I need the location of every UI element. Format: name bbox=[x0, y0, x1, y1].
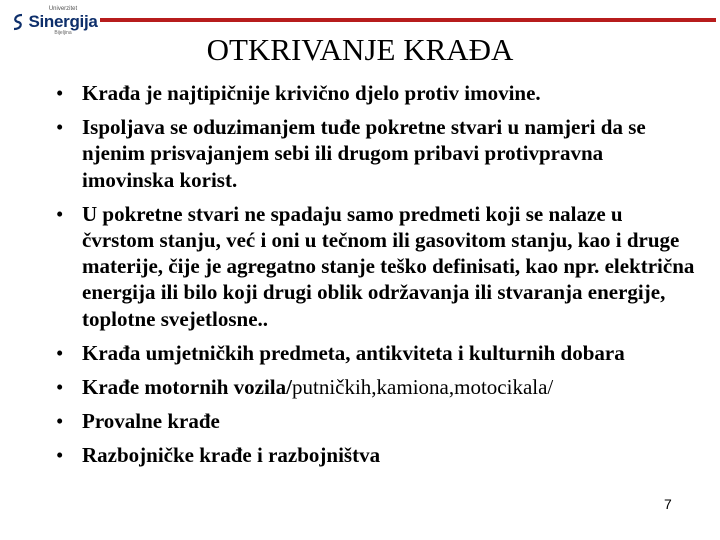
logo-sub-text: Bijeljina bbox=[54, 30, 72, 36]
page-number: 7 bbox=[664, 496, 672, 512]
slide-title: OTKRIVANJE KRAĐA bbox=[206, 32, 514, 67]
bullet-item bbox=[56, 114, 696, 193]
bullet-text: U pokretne stvari ne spadaju samo predmeti koji se nalaze u čvrstom stanju, već i oni u tečnom ili gasovitom stanju, kao i druge materije, čije je agregatno stanje teško definisati, kao npr. električna energija ili bilo koji drugi oblik održavanja ili stvaranja energije, toplotne svejetlosne.. bbox=[82, 201, 695, 331]
bullet-marker: • bbox=[56, 443, 64, 468]
logo-main-text: Sinergija bbox=[28, 12, 98, 31]
bullet-text-bold: Krađe motornih vozila/ bbox=[82, 375, 292, 400]
bullet-item bbox=[56, 201, 696, 332]
bullet-text: Krađa umjetničkih predmeta, antikviteta i kulturnih dobara bbox=[82, 340, 625, 365]
bullet-text-light: putničkih,kamiona,motocikala/ bbox=[291, 375, 554, 400]
bullet-text: Krađa je najtipičnije krivično djelo protiv imovine. bbox=[82, 81, 541, 105]
bullet-marker: • bbox=[56, 340, 64, 365]
bullet-item bbox=[56, 442, 696, 468]
header-rule bbox=[100, 18, 716, 22]
bullet-text: Provalne krađe bbox=[82, 409, 220, 434]
bullet-item bbox=[56, 408, 696, 434]
logo-top-text: Univerzitet bbox=[48, 6, 78, 12]
bullet-list bbox=[56, 80, 696, 477]
bullet-item bbox=[56, 80, 696, 106]
bullet-marker: • bbox=[56, 81, 64, 105]
bullet-text: Razbojničke krađe i razbojništva bbox=[82, 443, 381, 468]
bullet-marker: • bbox=[56, 409, 64, 434]
bullet-item bbox=[56, 374, 696, 400]
bullet-text: Ispoljava se oduzimanjem tuđe pokretne stvari u namjeri da se njenim prisvajanjem sebi ili drugom pribavi protivpravna imovinska korist. bbox=[82, 115, 646, 192]
bullet-marker: • bbox=[56, 375, 64, 400]
bullet-marker: • bbox=[56, 115, 64, 140]
bullet-marker: • bbox=[56, 201, 64, 226]
bullet-item bbox=[56, 340, 696, 366]
